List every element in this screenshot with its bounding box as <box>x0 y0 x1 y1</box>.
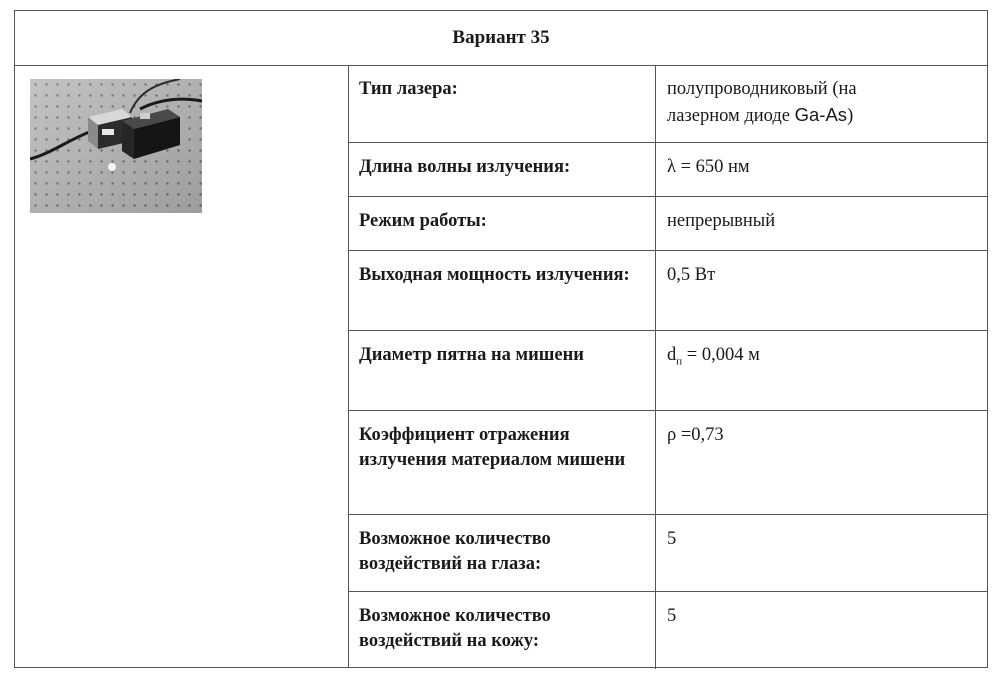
row-value: $d_п = 0,004$ м <box>667 345 760 368</box>
variant-table <box>14 10 988 668</box>
row-label: Возможное количество воздействий на кожу: <box>348 592 656 669</box>
row-label: Коэффициент отражения излучения материалом мишени <box>348 411 656 514</box>
row-value: λ = 650 нм <box>667 157 750 177</box>
table-row <box>348 515 987 592</box>
row-value: непрерывный <box>667 211 776 231</box>
row-value: полупроводниковый (на лазерном диоде Ga-As) <box>667 79 857 126</box>
row-label: Режим работы: <box>348 197 656 250</box>
row-label: Длина волны излучения: <box>348 143 656 196</box>
table-title: Вариант 35 <box>15 11 987 66</box>
row-label: Тип лазера: <box>348 65 656 142</box>
row-label: Выходная мощность излучения: <box>348 251 656 330</box>
row-value: 0,5 Вт <box>667 265 716 285</box>
row-label: Возможное количество воздействий на глаза: <box>348 515 656 591</box>
table-row <box>348 197 987 251</box>
table-row <box>348 251 987 331</box>
row-label: Диаметр пятна на мишени <box>348 331 656 410</box>
row-value: ρ =0,73 <box>667 425 724 445</box>
row-value: 5 <box>667 606 677 626</box>
table-row <box>348 65 987 143</box>
laser-module-photo <box>30 79 202 213</box>
row-value: 5 <box>667 529 677 549</box>
photo-cell <box>15 65 349 667</box>
table-row <box>348 411 987 515</box>
table-row <box>348 592 987 669</box>
table-row <box>348 143 987 197</box>
table-row <box>348 331 987 411</box>
parameters-table <box>348 65 987 667</box>
